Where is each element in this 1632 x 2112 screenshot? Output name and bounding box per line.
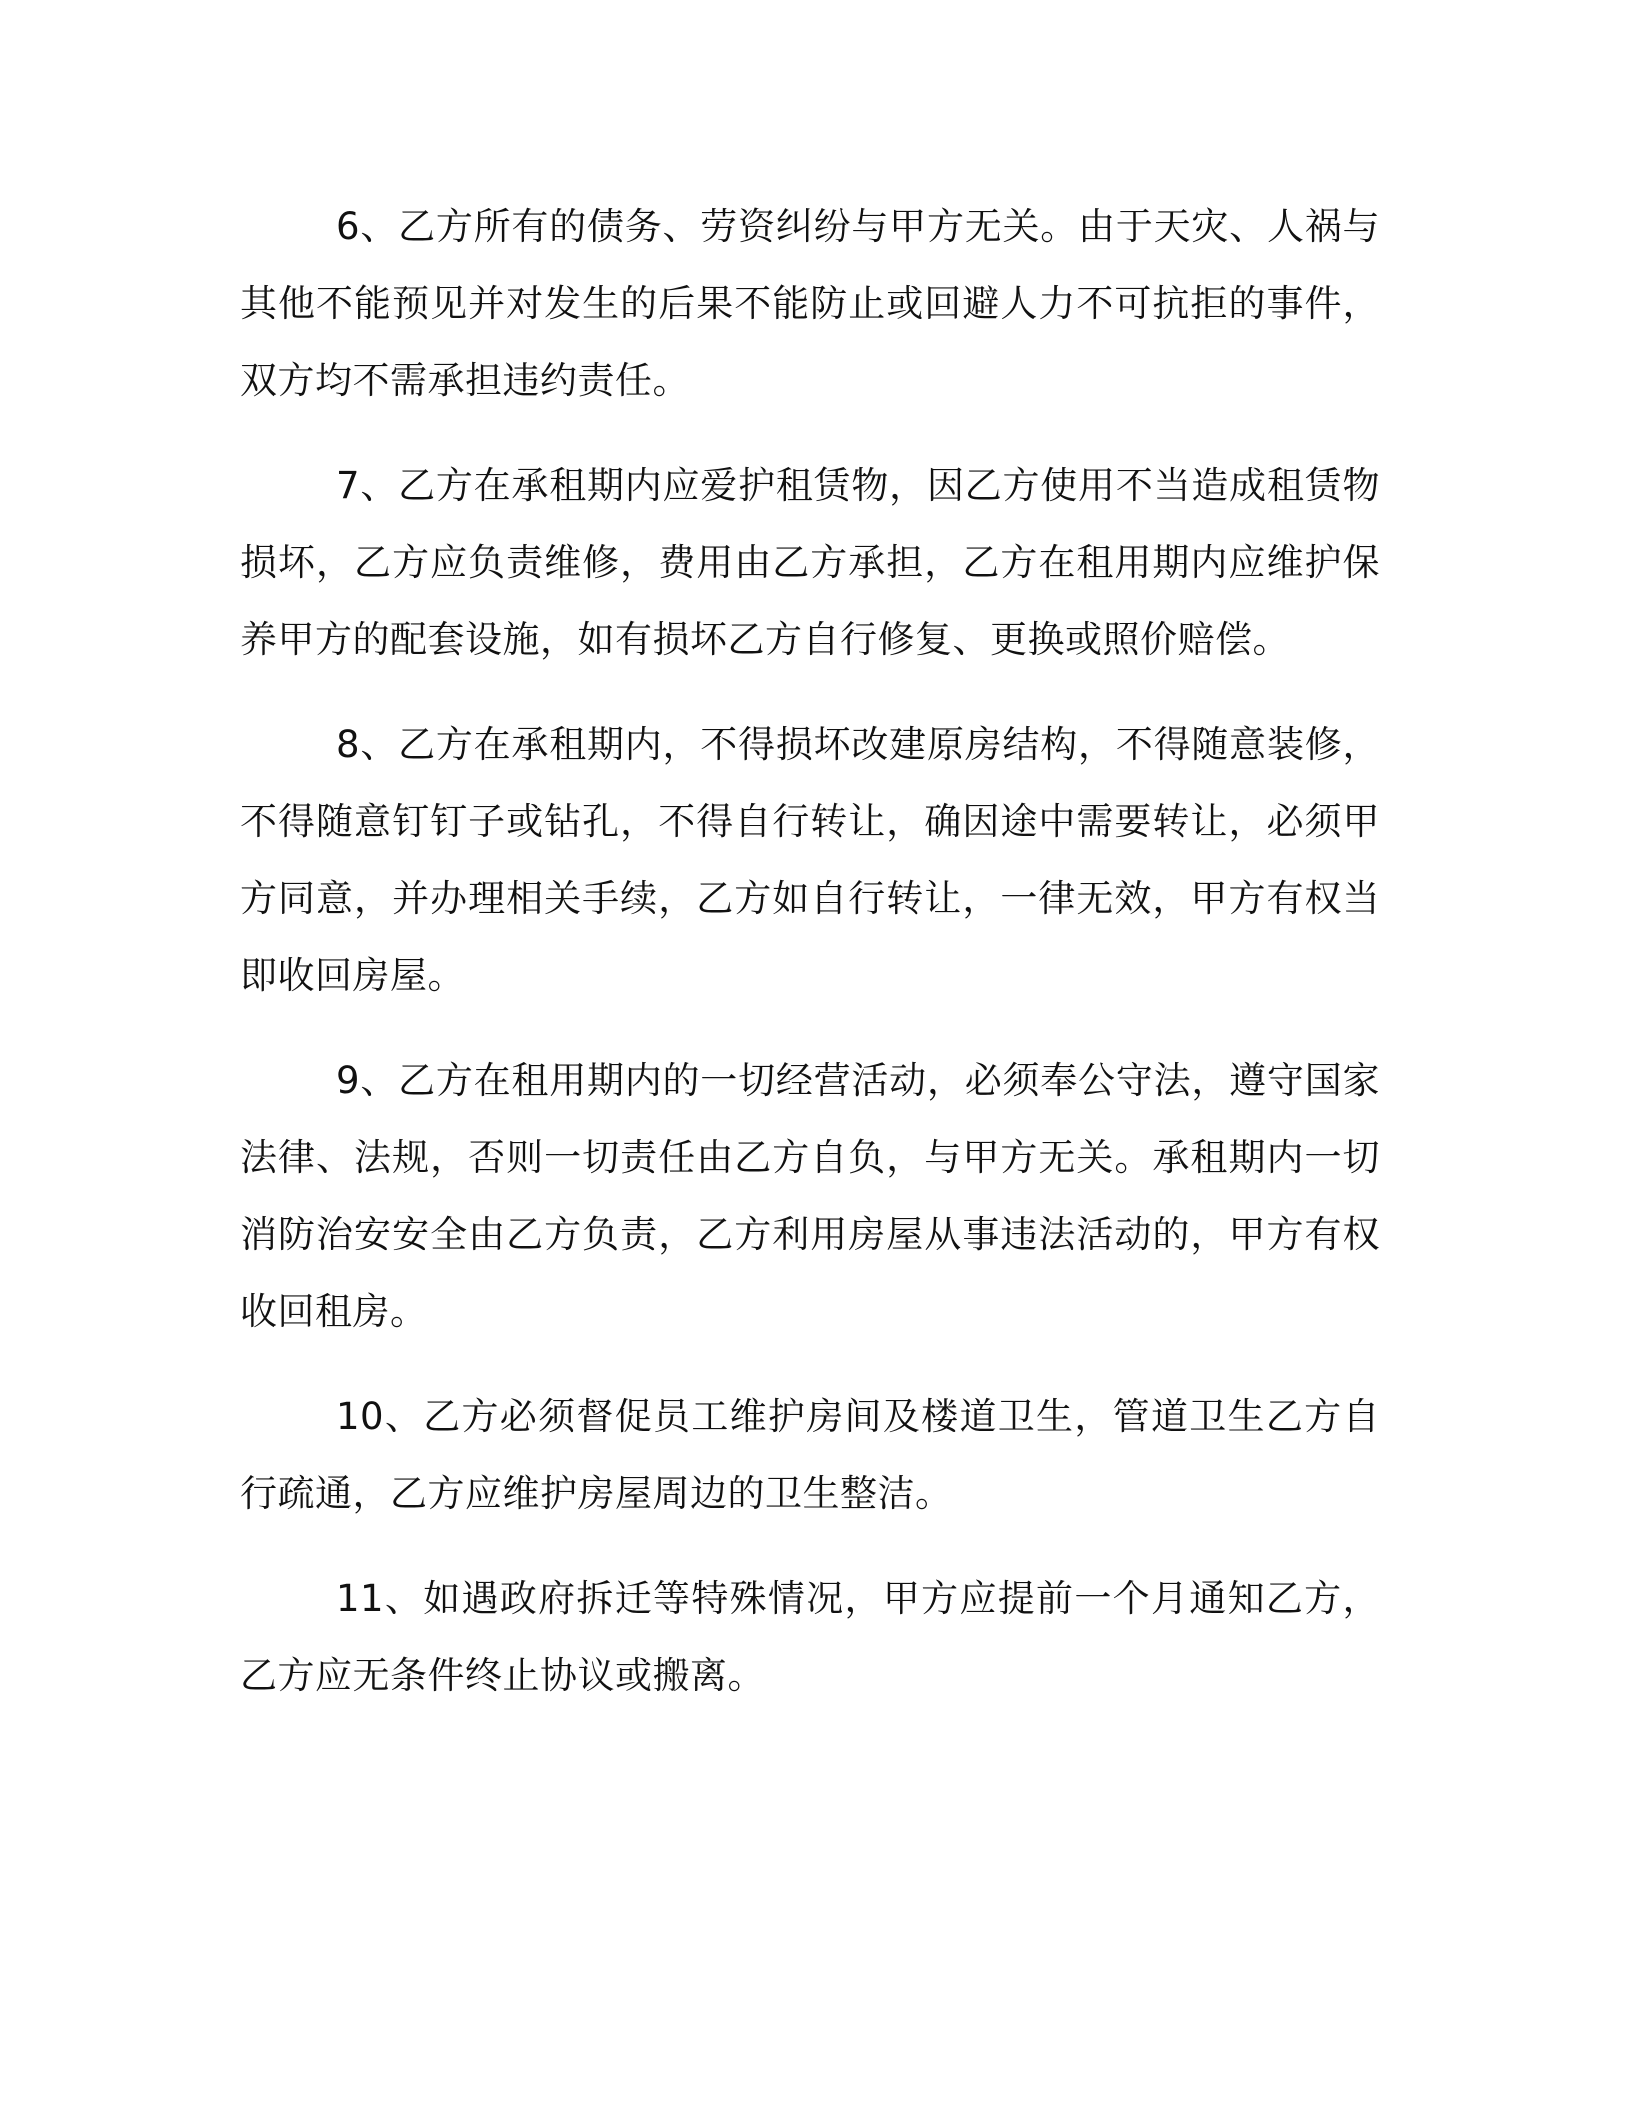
clause-8: 8、乙方在承租期内，不得损坏改建原房结构，不得随意装修，不得随意钉钉子或钻孔，不得自行转让，确因途中需要转让，必须甲方同意，并办理相关手续，乙方如自行转让，一律无效，甲方有权当即收回房屋。 (240, 723, 1380, 997)
document-body (240, 188, 1380, 1742)
clause-7: 7、乙方在承租期内应爱护租赁物，因乙方使用不当造成租赁物损坏，乙方应负责维修，费用由乙方承担，乙方在租用期内应维护保养甲方的配套设施，如有损坏乙方自行修复、更换或照价赔偿。 (240, 464, 1380, 661)
clause-10: 10、乙方必须督促员工维护房间及楼道卫生，管道卫生乙方自行疏通，乙方应维护房屋周边的卫生整洁。 (240, 1395, 1380, 1515)
clause-11: 11、如遇政府拆迁等特殊情况，甲方应提前一个月通知乙方，乙方应无条件终止协议或搬离。 (240, 1577, 1380, 1697)
clause-9: 9、乙方在租用期内的一切经营活动，必须奉公守法，遵守国家法律、法规，否则一切责任由乙方自负，与甲方无关。承租期内一切消防治安安全由乙方负责，乙方利用房屋从事违法活动的，甲方有权收回租房。 (240, 1059, 1380, 1333)
clause-6: 6、乙方所有的债务、劳资纠纷与甲方无关。由于天灾、人祸与其他不能预见并对发生的后果不能防止或回避人力不可抗拒的事件，双方均不需承担违约责任。 (240, 205, 1380, 402)
